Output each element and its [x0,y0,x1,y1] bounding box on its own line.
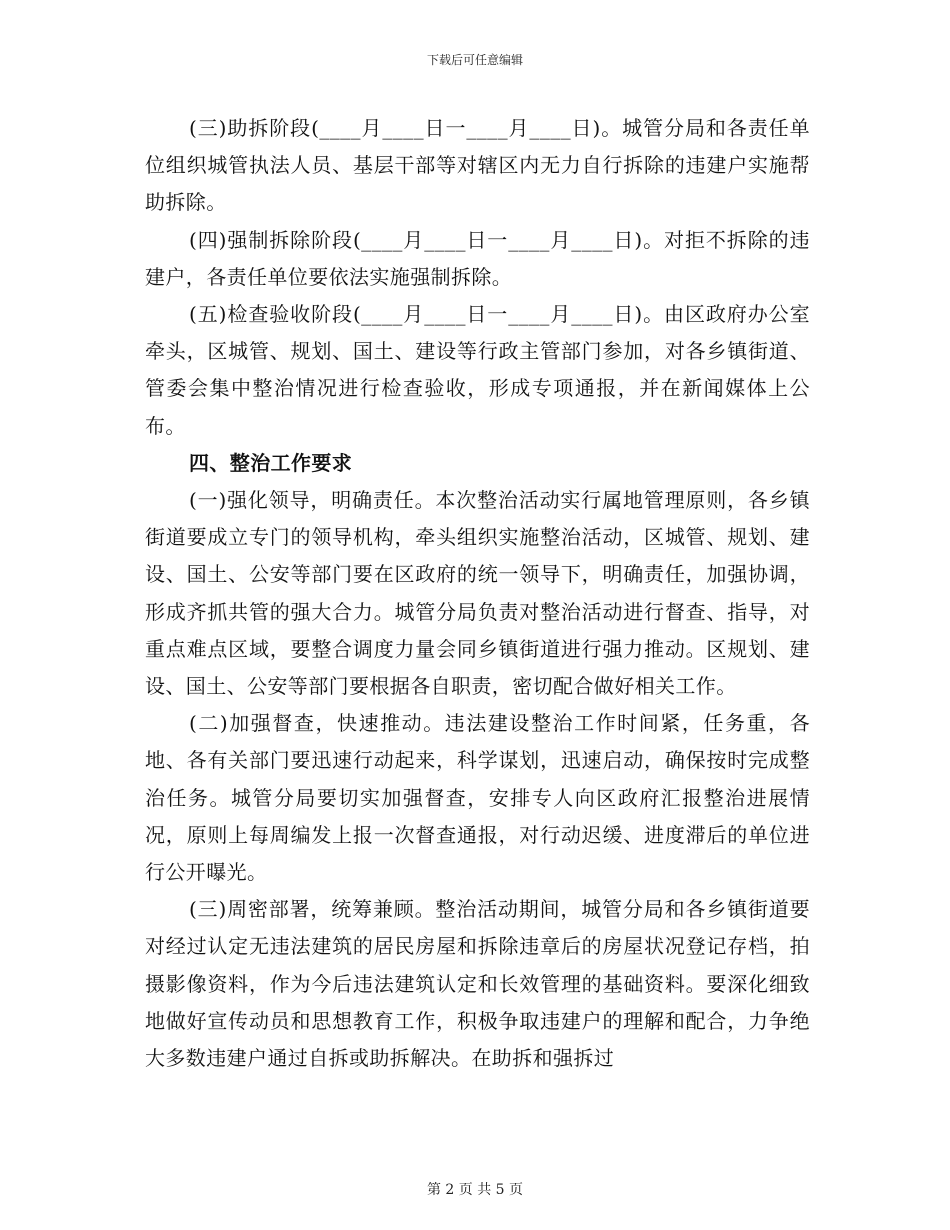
paragraph-strengthen-leadership: (一)强化领导，明确责任。本次整治活动实行属地管理原则，各乡镇街道要成立专门的领导机构，牵头组织实施整治活动，区城管、规划、建设、国土、公安等部门要在区政府的统一领导下，明确责任，加强协调，形成齐抓共管的强大合力。城管分局负责对整治活动进行督查、指导，对重点难点区域，要整合调度力量会同乡镇街道进行强力推动。区规划、建设、国土、公安等部门要根据各自职责，密切配合做好相关工作。 [145,488,810,699]
paragraph-forced-demolition-stage: (四)强制拆除阶段(____月____日一____月____日)。对拒不拆除的违建户，各责任单位要依法实施强制拆除。 [145,227,810,289]
paragraph-strengthen-supervision: (二)加强督查，快速推动。违法建设整治工作时间紧，任务重，各地、各有关部门要迅速行动起来，科学谋划，迅速启动，确保按时完成整治任务。城管分局要切实加强督查，安排专人向区政府汇报整治进展情况，原则上每周编发上报一次督查通报，对行动迟缓、进度滞后的单位进行公开曝光。 [145,711,810,885]
section-heading-requirements: 四、整治工作要求 [189,450,353,475]
page-number: 第 2 页 共 5 页 [426,1182,524,1198]
header-note: 下载后可任意编辑 [426,53,523,67]
paragraph-careful-deployment: (三)周密部署，统筹兼顾。整治活动期间，城管分局和各乡镇街道要对经过认定无违法建筑的居民房屋和拆除违章后的房屋状况登记存档，拍摄影像资料，作为今后违法建筑认定和长效管理的基础资料。要深化细致地做好宣传动员和思想教育工作，积极争取违建户的理解和配合，力争绝大多数违建户通过自拆或助拆解决。在助拆和强拆过 [145,897,810,1071]
paragraph-inspection-stage: (五)检查验收阶段(____月____日一____月____日)。由区政府办公室牵头，区城管、规划、国土、建设等行政主管部门参加，对各乡镇街道、管委会集中整治情况进行检查验收，形成专项通报，并在新闻媒体上公布。 [145,302,810,438]
paragraph-demolition-assist-stage: (三)助拆阶段(____月____日一____月____日)。城管分局和各责任单位组织城管执法人员、基层干部等对辖区内无力自行拆除的违建户实施帮助拆除。 [145,116,810,215]
document-body [145,110,810,1077]
